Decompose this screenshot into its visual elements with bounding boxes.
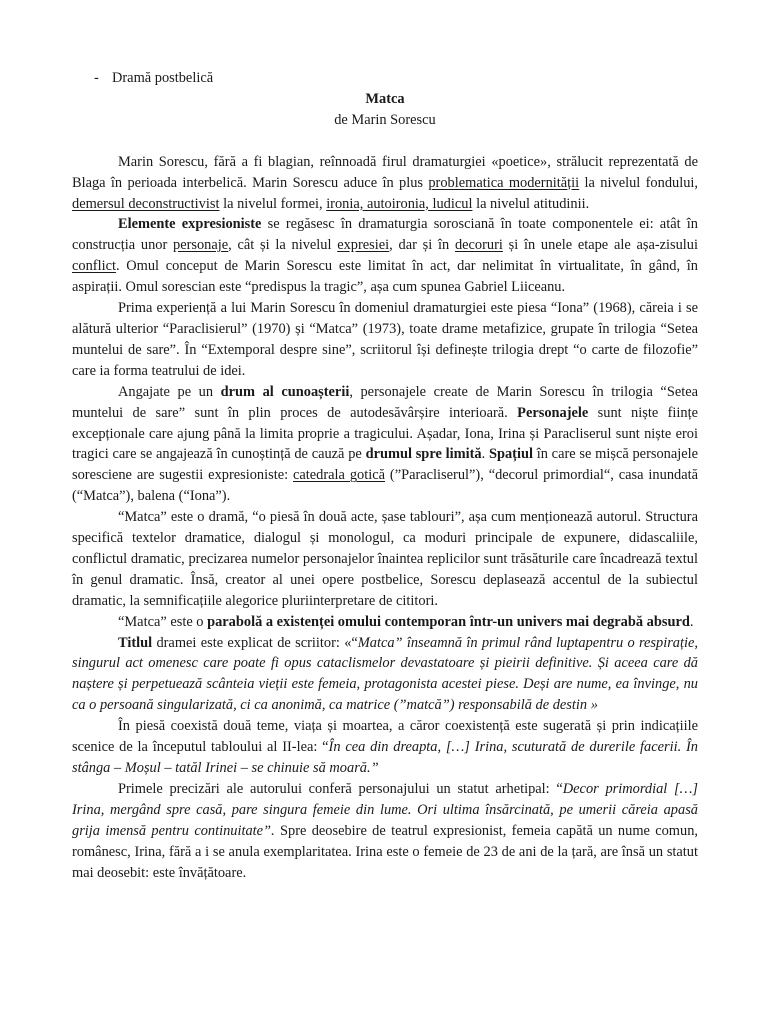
paragraphs [72, 152, 698, 884]
text-run: “Matca” este o [118, 613, 208, 630]
section-heading [94, 68, 698, 89]
underlined-run: conflict [72, 258, 116, 275]
body-paragraph [72, 382, 698, 507]
bold-run: parabolă a existenței omului contemporan într-un univers mai degrabă absurd [207, 613, 690, 630]
bold-run: Elemente expresioniste [118, 216, 262, 233]
bold-run: Spațiul [488, 446, 533, 463]
text-run: , cât și la nivelul [228, 237, 338, 254]
underlined-run: expresiei [337, 237, 390, 254]
text-run: În piesă coexistă două teme, viața și moartea, a căror coexistență este sugerată și prin indicațiile scenice de la începutul tabloului al II-lea: “ [72, 718, 698, 756]
text-run: Spre deosebire de teatrul expresionist, femeia capătă un nume comun, românesc, Irina, fără a i se anula exemplaritatea. Irina este o femeie de 23 de ani de la țară, are însă un statut mai deosebit: este învățătoare. [72, 822, 698, 881]
body-paragraph [72, 152, 698, 215]
text-run: și în unele etape ale așa-zisului [502, 237, 698, 254]
underlined-run: demersul deconstructivist [72, 195, 220, 212]
body-paragraph [72, 507, 698, 612]
text-run: , personajele create de Marin Sorescu în trilogia “Setea muntelui de sare” sunt în plin proces de autodesăvârșire interioară. [72, 383, 698, 421]
text-run: se regăsesc în dramaturgia sorosciană în toate componentele ei: atât în construcția unor [72, 216, 698, 254]
document-body [72, 68, 698, 883]
underlined-run: catedrala gotică [293, 467, 385, 484]
italic-run: În cea din dreapta, […] Irina, scuturată de durerile facerii. În stânga – Moșul – tatăl Irinei – se chinuie să moară.” [72, 739, 698, 776]
text-run: la nivelul formei, [219, 195, 327, 212]
body-paragraph [72, 779, 698, 884]
underlined-run: problematica modernității [428, 174, 580, 191]
bold-run: drum al cunoașterii [220, 383, 350, 400]
text-run: Marin Sorescu, fără a fi blagian, reînnoadă firul dramaturgiei «poetice», strălucit reprezentată de Blaga în perioada interbelică. Marin Sorescu aduce în plus [72, 153, 698, 191]
text-run: . [481, 446, 489, 463]
section-label: Dramă postbelică [112, 70, 214, 86]
page-title: Matca [365, 90, 405, 107]
body-paragraph [72, 214, 698, 298]
text-run: Prima experiență a lui Marin Sorescu în domeniul dramaturgiei este piesa “Iona” (1968), căreia i se alătură ulterior “Paraclisierul” (1970) și “Matca” (1973), toate drame metafizice, grupate în trilogia “Setea muntelui de sare”. În “Extemporal despre sine”, scriitorul își definește trilogia drept “o carte de filozofie” care ia forma teatrului de idei. [72, 300, 698, 379]
bullet-dash: - [94, 70, 99, 86]
text-run: , dar și în [389, 237, 455, 254]
text-run: la nivelul atitudinii. [472, 195, 590, 212]
underlined-run: ironia, autoironia, ludicul [326, 195, 473, 212]
underlined-run: decoruri [454, 237, 503, 254]
body-paragraph [72, 716, 698, 779]
body-paragraph [72, 612, 698, 633]
text-run: . Omul conceput de Marin Sorescu este limitat în act, dar nelimitat în virtualitate, în gând, în aspirații. Omul sorescian este “predispus la tragic”, așa cum spunea Gabriel Liiceanu. [72, 258, 698, 296]
body-paragraph [72, 298, 698, 382]
author-line: de Marin Sorescu [334, 111, 436, 128]
italic-run: Matca” înseamnă în primul rând luptapentru o respirație, singurul act omenesc care poate fi opus cataclismelor devastatoare și pieirii definitive. Și aceea care dă naștere și perpetuează scânteia vieții este femeia, protagonista acestei piese. Deși are nume, ea învinge, nu ca o persoană singularizată, ci ca anonimă, ca matrice (”matcă”) responsabilă de destin » [72, 634, 698, 714]
text-run: dramei este explicat de scriitor: «“ [152, 634, 358, 651]
text-run: în care se mișcă personajele soresciene are sugestii expresioniste: [72, 446, 699, 484]
text-run: la nivelul fondului, [579, 174, 698, 191]
text-run: Angajate pe un [118, 383, 221, 400]
bold-run: Titlul [118, 634, 153, 651]
bold-run: Personajele [517, 404, 589, 421]
blank-line [72, 131, 698, 152]
body-paragraph [72, 633, 698, 717]
text-run: Primele precizări ale autorului conferă personajului un statut arhetipal: “ [118, 780, 563, 797]
text-run: . [689, 613, 694, 630]
bold-run: drumul spre limită [365, 446, 482, 463]
text-run: “Matca” este o dramă, “o piesă în două acte, șase tablouri”, așa cum menționează autorul. Structura specifică textelor dramatice, dialogul și monologul, ca moduri principale de expunere, didascaliile, conflictul dramatic, precizarea numelor personajelor înaintea replicilor sunt trăsăturile care încadrează textul în genul dramatic. Însă, creator al unei opere postbelice, Sorescu deplasează accentul de la subiectul dramatic, la semnificațiile alegorice pluriinterpretare de cititori. [72, 509, 698, 609]
italic-run: Decor primordial […] Irina, mergând spre casă, pare singura femeie din lume. Ori ultima însărcinată, pe umerii căreia apasă grija imensă pentru continuitate”. [72, 780, 698, 839]
underlined-run: personaje [173, 237, 229, 254]
text-run: sunt niște ființe excepționale care ajung până la limita proprie a tragicului. Așadar, Iona, Irina și Paracliserul sunt niște eroi tragici care se angajează în cunoștință de cauză pe [72, 404, 698, 463]
text-run: (”Paracliserul”), “decorul primordial“, casa inundată (“Matca”), balena (“Iona”). [72, 467, 698, 505]
